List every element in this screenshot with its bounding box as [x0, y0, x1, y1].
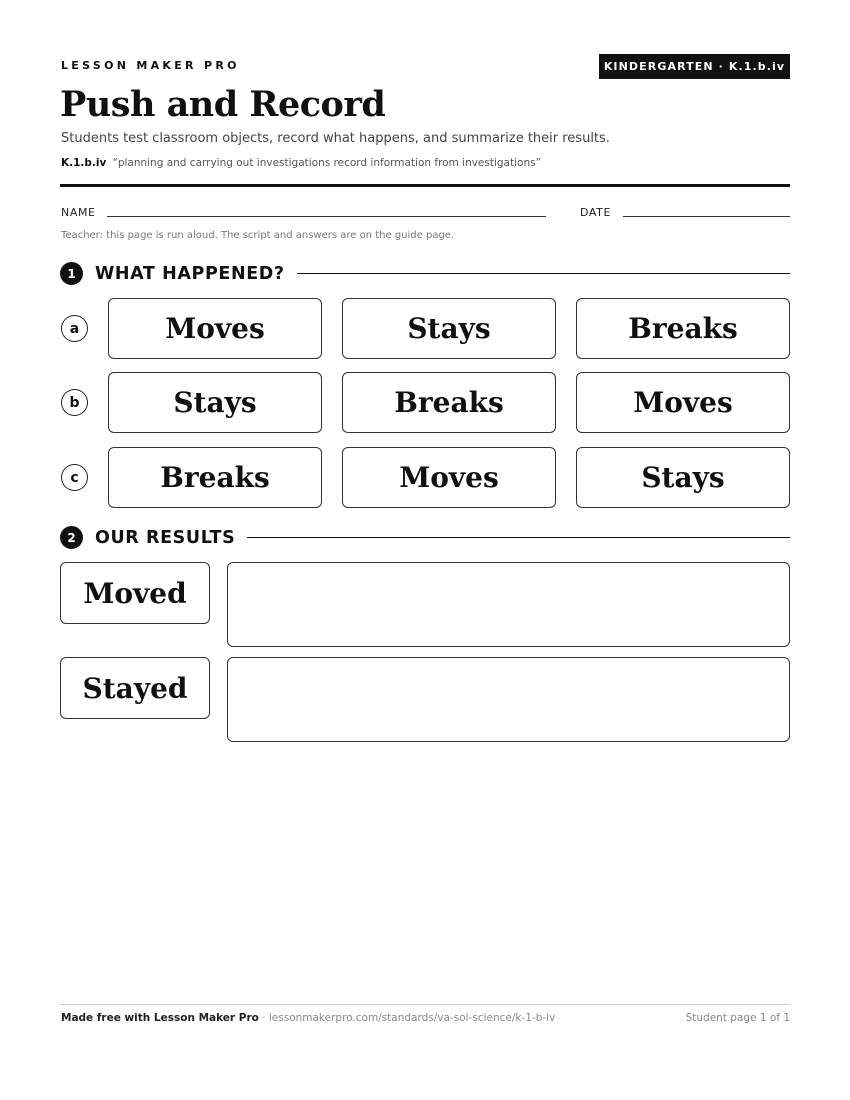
section-divider: [247, 537, 790, 539]
grade-badge: KINDERGARTEN · K.1.b.iv: [599, 54, 790, 79]
result-box-moved[interactable]: [227, 562, 790, 647]
choice-a-stays[interactable]: Stays: [342, 298, 556, 359]
choice-c-breaks[interactable]: Breaks: [108, 447, 322, 508]
choice-b-breaks[interactable]: Breaks: [342, 372, 556, 433]
section-title: OUR RESULTS: [95, 527, 236, 548]
section-our-results: [60, 526, 790, 549]
section-number: 2: [60, 526, 83, 549]
section-divider: [297, 273, 790, 275]
row-letter-c: c: [61, 464, 88, 491]
page-subtitle: Students test classroom objects, record what happens, and summarize their results.: [61, 131, 610, 146]
choice-b-stays[interactable]: Stays: [108, 372, 322, 433]
row-letter-b: b: [61, 389, 88, 416]
choice-a-moves[interactable]: Moves: [108, 298, 322, 359]
header-divider: [60, 184, 790, 187]
date-field[interactable]: [623, 216, 790, 217]
section-number: 1: [60, 262, 83, 285]
name-field[interactable]: [107, 216, 546, 217]
choice-c-moves[interactable]: Moves: [342, 447, 556, 508]
teacher-note: Teacher: this page is run aloud. The script and answers are on the guide page.: [61, 230, 455, 241]
footer-made-with: Made free with Lesson Maker Pro: [61, 1012, 259, 1024]
page-title: Push and Record: [60, 84, 386, 125]
choice-a-breaks[interactable]: Breaks: [576, 298, 790, 359]
section-title: WHAT HAPPENED?: [95, 263, 285, 284]
row-letter-a: a: [61, 315, 88, 342]
footer-divider: [60, 1004, 790, 1005]
footer-credit: [61, 1012, 555, 1024]
result-label-stayed: Stayed: [60, 657, 210, 719]
brand-name: LESSON MAKER PRO: [61, 59, 240, 72]
footer-url: · lessonmakerpro.com/standards/va-sol-science/k-1-b-iv: [258, 1012, 556, 1024]
name-label: NAME: [61, 206, 96, 219]
result-label-moved: Moved: [60, 562, 210, 624]
standard-line: [61, 157, 541, 169]
footer-page-number: Student page 1 of 1: [685, 1012, 790, 1024]
choice-c-stays[interactable]: Stays: [576, 447, 790, 508]
result-box-stayed[interactable]: [227, 657, 790, 742]
standard-text: “planning and carrying out investigations record information from investigations”: [112, 157, 542, 169]
date-label: DATE: [580, 206, 612, 219]
choice-b-moves[interactable]: Moves: [576, 372, 790, 433]
standard-code: K.1.b.iv: [61, 157, 107, 169]
section-what-happened: [60, 262, 790, 285]
